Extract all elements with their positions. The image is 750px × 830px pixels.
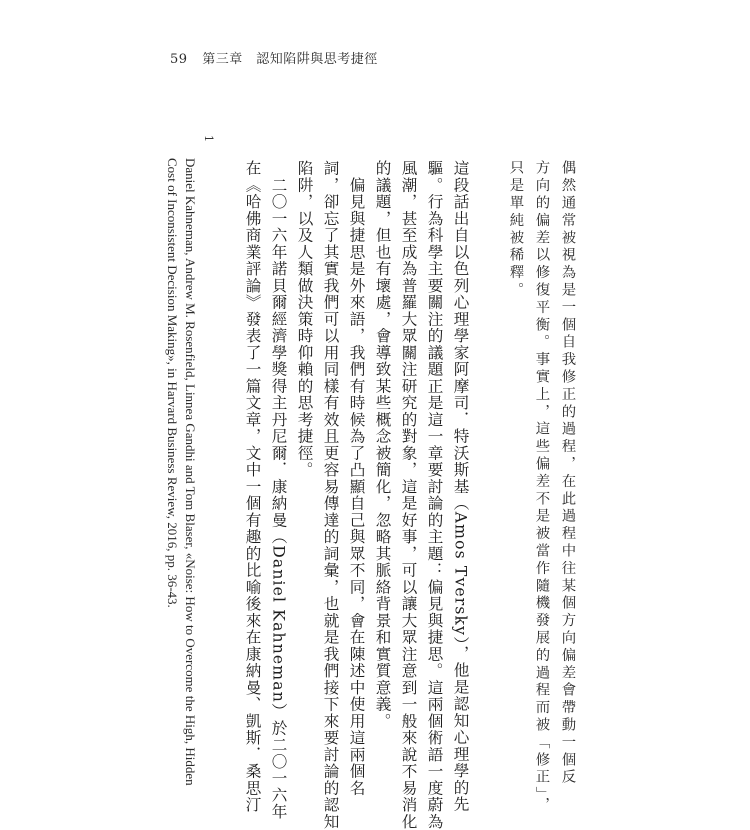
- page-number: 59: [170, 52, 188, 67]
- running-header: [170, 48, 378, 67]
- body-line: 詞，卻忘了其實我們可以用同樣有效且更容易傳達的詞彙，也就是我們接下來要討論的認知: [321, 160, 340, 830]
- chapter-title: 第三章 認知陷阱與思考捷徑: [202, 52, 378, 67]
- body-line: 在《哈佛商業評論》發表了一篇文章，文中一個有趣的比喻後來在康納曼、凱斯．桑思汀: [243, 160, 262, 814]
- body-line: 的議題，但也有壞處，會導致某些概念被簡化，忽略其脈絡背景和實質意義。: [373, 160, 392, 730]
- body-line: 風潮，甚至成為普羅大眾關注研究的對象，這是好事，可以讓大眾注意到一般來說不易消化: [399, 160, 418, 830]
- quote-line: 偶然通常被視為是一個自我修正的過程，在此過程中往某個方向偏差會帶動一個反: [559, 160, 576, 787]
- footnote-line: Cost of Inconsistent Decision Making», in Harvard Business Review, 2016, pp. 36-43.: [165, 158, 180, 608]
- body-line: 這段話出自以色列心理學家阿摩司．特沃斯基（Amos Tversky），他是認知心理學的先: [451, 160, 470, 813]
- quote-line: 只是單純被稀釋。: [507, 160, 524, 300]
- body-line: 二〇一六年諾貝爾經濟學獎得主丹尼爾．康納曼（Daniel Kahneman）於二〇一六年: [269, 160, 288, 821]
- body-line: 偏見與捷思是外來語，我們有時候為了凸顯自己與眾不同，會在陳述中使用這兩個名: [347, 160, 366, 797]
- body-line: 驅。行為科學主要關注的議題正是這一章要討論的主題：偏見與捷思。這兩個術語一度蔚為: [425, 160, 444, 830]
- body-line: 陷阱，以及人類做決策時仰賴的思考捷徑。: [295, 160, 314, 479]
- footnote-number: 1: [202, 135, 215, 142]
- quote-line: 方向的偏差以修復平衡。事實上，這些偏差不是被當作隨機發展的過程而被「修正」，: [533, 160, 550, 814]
- footnote-line: Daniel Kahneman, Andrew M. Rosenfield, Linnea Gandhi and Tom Blaser, «Noise: How to Overcome the High, Hidden: [183, 158, 198, 786]
